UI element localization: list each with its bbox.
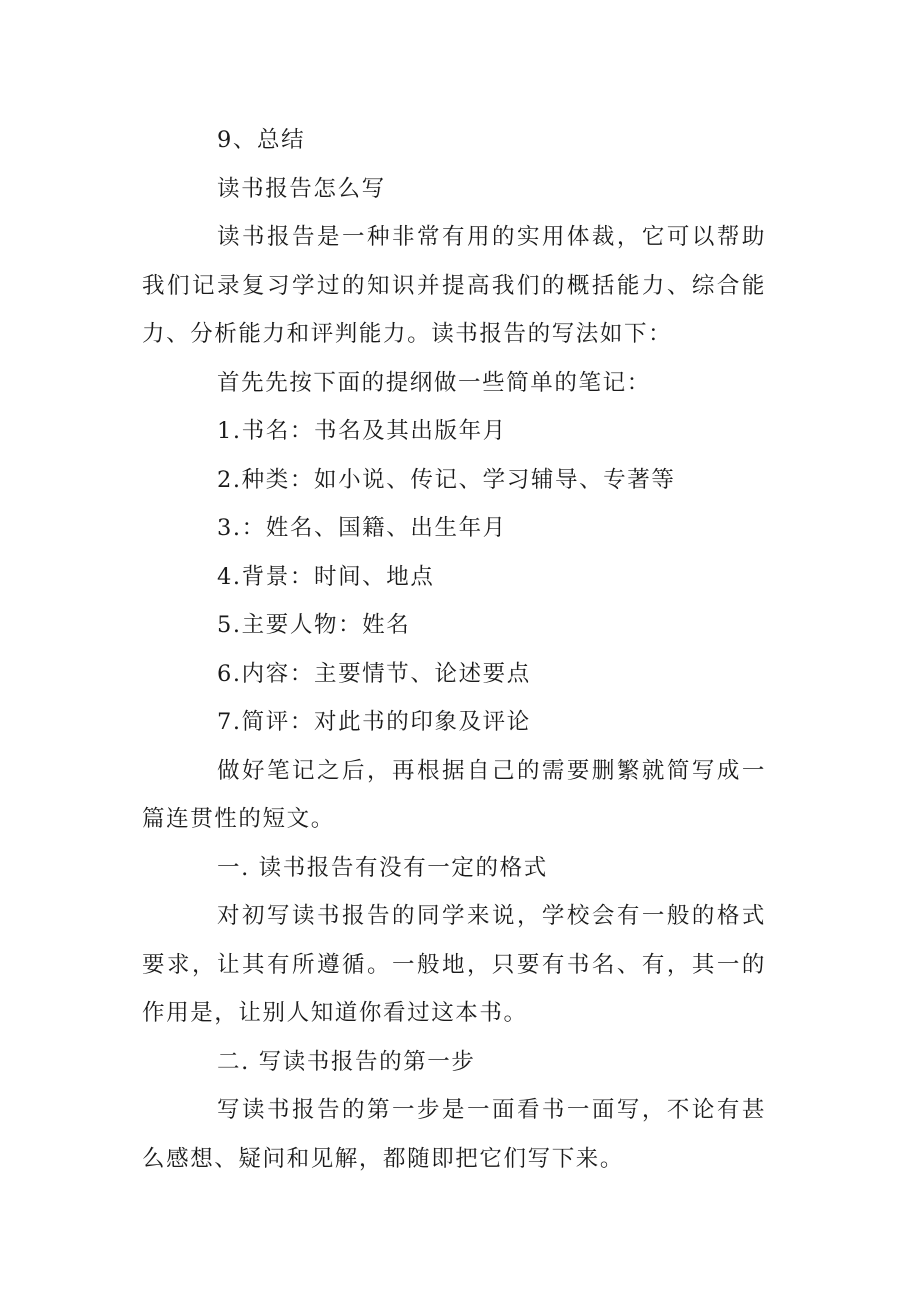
list-item-content: 6.内容：主要情节、论述要点 <box>217 660 531 687</box>
list-item-background: 4.背景：时间、地点 <box>217 563 435 590</box>
list-item-book-name: 1.书名：书名及其出版年月 <box>217 418 507 444</box>
paragraph-outline-lead: 首先先按下面的提纲做一些简单的笔记： <box>217 369 651 396</box>
paragraph-first-step: 写读书报告的第一步是一面看书一面写，不论有甚么感想、疑问和见解，都随即把它们写下来。 <box>142 1097 766 1172</box>
list-item-author: 3.：姓名、国籍、出生年月 <box>217 515 507 541</box>
paragraph-intro: 读书报告是一种非常有用的实用体裁，它可以帮助我们记录复习学过的知识并提高我们的概括能力、综合能力、分析能力和评判能力。读书报告的写法如下： <box>142 224 766 347</box>
list-item-review: 7.简评：对此书的印象及评论 <box>217 709 531 735</box>
paragraph-after-notes: 做好笔记之后，再根据自己的需要删繁就简写成一篇连贯性的短文。 <box>142 757 766 832</box>
document-body <box>142 116 766 1183</box>
section-heading-first-step: 二. 写读书报告的第一步 <box>217 1048 476 1075</box>
section-heading-format: 一. 读书报告有没有一定的格式 <box>217 854 548 881</box>
paragraph-summary-heading: 9、总结 <box>217 127 306 153</box>
paragraph-format: 对初写读书报告的同学来说，学校会有一般的格式要求，让其有所遵循。一般地，只要有书名、有，其一的作用是，让别人知道你看过这本书。 <box>142 903 766 1026</box>
list-item-category: 2.种类：如小说、传记、学习辅导、专著等 <box>217 466 676 493</box>
paragraph-title: 读书报告怎么写 <box>217 175 386 202</box>
list-item-characters: 5.主要人物：姓名 <box>217 612 411 638</box>
